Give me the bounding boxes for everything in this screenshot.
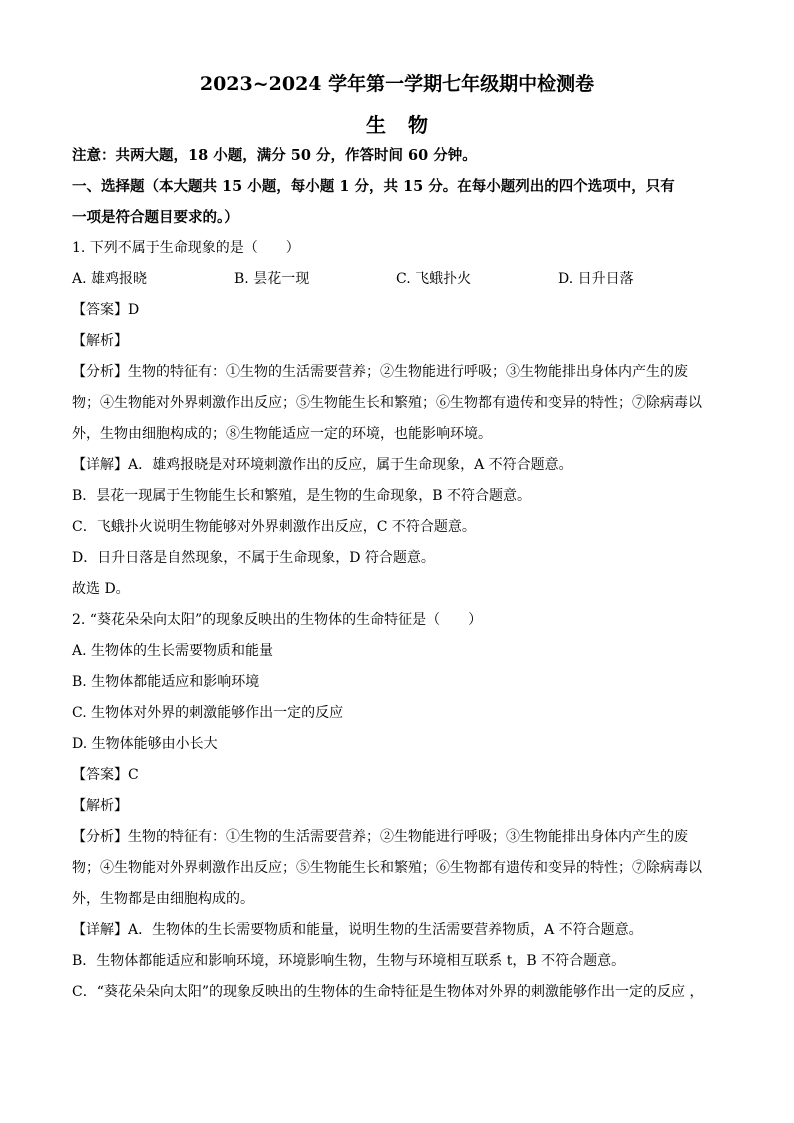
exam-title: 2023~2024 学年第一学期七年级期中检测卷 [199,73,595,95]
q1-analysis-line: 外，生物由细胞构成的；⑧生物能适应一定的环境，也能影响环境。 [72,426,492,442]
q1-analysis-line: 物；④生物能对外界刺激作出反应；⑤生物能生长和繁殖；⑥生物都有遗传和变异的特性；⑦除病毒以 [72,395,702,411]
q1-option-c: C. 飞蛾扑火 [396,271,472,287]
subject-title: 生物 [366,113,450,137]
q2-detail-line: 【详解】A．生物体的生长需要物质和能量，说明生物的生活需要营养物质，A 不符合题意。 [72,922,643,938]
q2-answer: 【答案】C [72,767,139,783]
q2-analysis-label: 【解析】 [72,798,128,814]
q1-detail-line: B．昙花一现属于生物能生长和繁殖，是生物的生命现象，B 不符合题意。 [72,488,532,504]
q1-answer: 【答案】D [72,302,140,318]
q1-conclusion: 故选 D。 [72,581,130,597]
q2-option-c: C. 生物体对外界的刺激能够作出一定的反应 [72,705,344,721]
q1-options [72,264,722,295]
q2-question: 2. “葵花朵朵向太阳”的现象反映出的生物体的生命特征是（ ） [72,612,483,628]
section-heading-line2: 一项是符合题目要求的。） [72,209,239,226]
document-page [72,64,722,1008]
q2-option-a: A. 生物体的生长需要物质和能量 [72,643,274,659]
q2-analysis-line: 外，生物都是由细胞构成的。 [72,891,254,907]
q2-detail-line: B．生物体都能适应和影响环境，环境影响生物，生物与环境相互联系 t，B 不符合题意。 [72,953,626,969]
section-heading-line1: 一、选择题（本大题共 15 小题，每小题 1 分，共 15 分。在每小题列出的四个选项中，只有 [72,178,675,195]
q2-analysis-line: 物；④生物能对外界刺激作出反应；⑤生物能生长和繁殖；⑥生物都有遗传和变异的特性；⑦除病毒以 [72,860,702,876]
q2-detail-line: C．“葵花朵朵向太阳”的现象反映出的生物体的生命特征是生物体对外界的刺激能够作出一定的反应 ， [72,984,704,1000]
notice: 注意：共两大题，18 小题，满分 50 分，作答时间 60 分钟。 [72,147,477,164]
q2-option-d: D. 生物体能够由小长大 [72,736,218,752]
q1-option-b: B. 昙花一现 [234,271,310,287]
q1-analysis-line: 【分析】生物的特征有：①生物的生活需要营养；②生物能进行呼吸；③生物能排出身体内产生的废 [72,364,688,380]
q1-option-d: D. 日升日落 [558,271,634,287]
q2-analysis-line: 【分析】生物的特征有：①生物的生活需要营养；②生物能进行呼吸；③生物能排出身体内产生的废 [72,829,688,845]
q2-option-b: B. 生物体都能适应和影响环境 [72,674,260,690]
q1-analysis-label: 【解析】 [72,333,128,349]
q1-option-a: A. 雄鸡报晓 [72,271,148,287]
q1-question: 1. 下列不属于生命现象的是（ ） [72,240,300,256]
q1-detail-line: 【详解】A．雄鸡报晓是对环境刺激作出的反应，属于生命现象，A 不符合题意。 [72,457,573,473]
q1-detail-line: D．日升日落是自然现象，不属于生命现象，D 符合题意。 [72,550,435,566]
q1-detail-line: C．飞蛾扑火说明生物能够对外界刺激作出反应，C 不符合题意。 [72,519,476,535]
